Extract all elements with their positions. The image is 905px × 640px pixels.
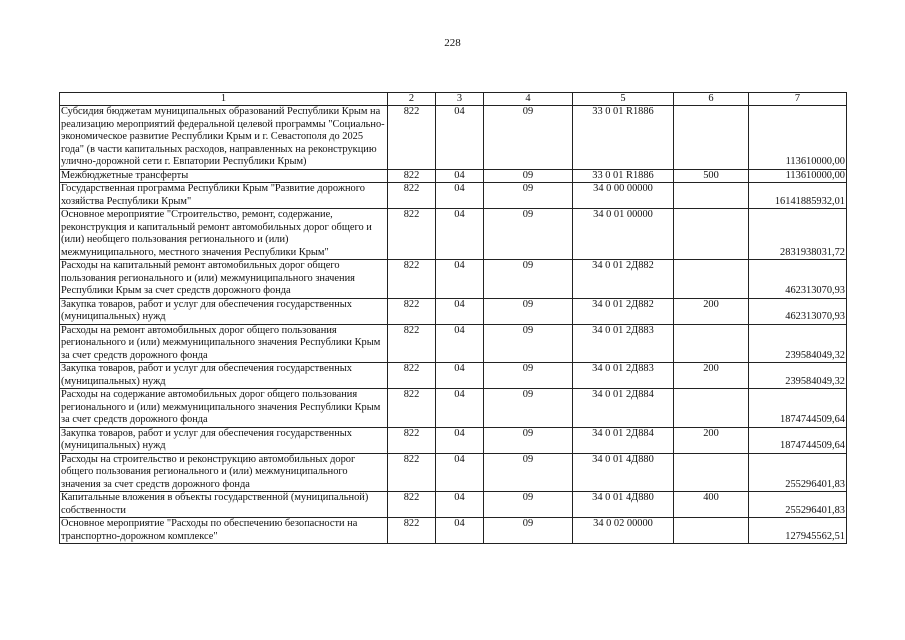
table-row [60, 389, 847, 428]
header-cell: 4 [484, 93, 573, 106]
amount: 16141885932,01 [749, 183, 847, 209]
table-row [60, 298, 847, 324]
section-code: 04 [436, 209, 484, 260]
subsection-code: 09 [484, 453, 573, 492]
expense-type [674, 324, 749, 363]
expense-type: 400 [674, 492, 749, 518]
expense-name: Межбюджетные трансферты [60, 169, 388, 183]
target-article: 34 0 01 4Д880 [573, 492, 674, 518]
expense-name: Субсидия бюджетам муниципальных образований Республики Крым на реализацию мероприятий федеральной целевой программы "Социально-экономическое развитие Республики Крым и г. Севастополя до 2025 года" (в части капитальных расходов, направленных на реконструкцию улично-дорожной сети г. Евпатории Республики Крым) [60, 106, 388, 170]
subsection-code: 09 [484, 389, 573, 428]
expense-type [674, 453, 749, 492]
target-article: 34 0 01 2Д882 [573, 260, 674, 299]
table-row [60, 518, 847, 544]
section-code: 04 [436, 518, 484, 544]
amount: 462313070,93 [749, 298, 847, 324]
table-row [60, 324, 847, 363]
section-code: 04 [436, 492, 484, 518]
expense-type: 500 [674, 169, 749, 183]
ministry-code: 822 [388, 427, 436, 453]
ministry-code: 822 [388, 324, 436, 363]
table-header-row [60, 93, 847, 106]
table-row [60, 183, 847, 209]
table-row [60, 106, 847, 170]
subsection-code: 09 [484, 298, 573, 324]
ministry-code: 822 [388, 183, 436, 209]
expense-type [674, 106, 749, 170]
ministry-code: 822 [388, 453, 436, 492]
ministry-code: 822 [388, 363, 436, 389]
expense-name: Расходы на ремонт автомобильных дорог общего пользования регионального и (или) межмуниципального значения Республики Крым за счет средств дорожного фонда [60, 324, 388, 363]
table-row [60, 209, 847, 260]
table-row [60, 363, 847, 389]
subsection-code: 09 [484, 427, 573, 453]
amount: 255296401,83 [749, 453, 847, 492]
ministry-code: 822 [388, 106, 436, 170]
expense-name: Основное мероприятие "Расходы по обеспечению безопасности на транспортно-дорожном комплексе" [60, 518, 388, 544]
section-code: 04 [436, 453, 484, 492]
section-code: 04 [436, 324, 484, 363]
target-article: 34 0 01 2Д884 [573, 389, 674, 428]
expense-name: Закупка товаров, работ и услуг для обеспечения государственных (муниципальных) нужд [60, 363, 388, 389]
amount: 113610000,00 [749, 169, 847, 183]
ministry-code: 822 [388, 518, 436, 544]
subsection-code: 09 [484, 324, 573, 363]
table-row [60, 492, 847, 518]
page-number: 228 [444, 37, 461, 49]
budget-table [59, 92, 847, 544]
section-code: 04 [436, 183, 484, 209]
header-cell: 2 [388, 93, 436, 106]
expense-type [674, 209, 749, 260]
table-row [60, 453, 847, 492]
expense-type: 200 [674, 427, 749, 453]
amount: 127945562,51 [749, 518, 847, 544]
target-article: 34 0 02 00000 [573, 518, 674, 544]
header-cell: 7 [749, 93, 847, 106]
table-row [60, 169, 847, 183]
amount: 2831938031,72 [749, 209, 847, 260]
expense-name: Основное мероприятие "Строительство, ремонт, содержание, реконструкция и капитальный ремонт автомобильных дорог общего и (или) необщего пользования регионального и (или) межмуниципального, местного значения Республики Крым" [60, 209, 388, 260]
expense-type [674, 389, 749, 428]
section-code: 04 [436, 169, 484, 183]
section-code: 04 [436, 389, 484, 428]
amount: 1874744509,64 [749, 389, 847, 428]
ministry-code: 822 [388, 492, 436, 518]
expense-name: Закупка товаров, работ и услуг для обеспечения государственных (муниципальных) нужд [60, 298, 388, 324]
amount: 113610000,00 [749, 106, 847, 170]
subsection-code: 09 [484, 492, 573, 518]
ministry-code: 822 [388, 209, 436, 260]
table-row [60, 427, 847, 453]
header-cell: 3 [436, 93, 484, 106]
expense-name: Государственная программа Республики Крым "Развитие дорожного хозяйства Республики Крым" [60, 183, 388, 209]
header-cell: 1 [60, 93, 388, 106]
target-article: 34 0 01 2Д883 [573, 324, 674, 363]
target-article: 33 0 01 R1886 [573, 169, 674, 183]
expense-name: Расходы на содержание автомобильных дорог общего пользования регионального и (или) межмуниципального значения Республики Крым за счет средств дорожного фонда [60, 389, 388, 428]
subsection-code: 09 [484, 209, 573, 260]
expense-type [674, 518, 749, 544]
header-cell: 5 [573, 93, 674, 106]
section-code: 04 [436, 298, 484, 324]
header-cell: 6 [674, 93, 749, 106]
subsection-code: 09 [484, 260, 573, 299]
expense-type [674, 260, 749, 299]
target-article: 34 0 00 00000 [573, 183, 674, 209]
section-code: 04 [436, 427, 484, 453]
target-article: 34 0 01 2Д884 [573, 427, 674, 453]
amount: 255296401,83 [749, 492, 847, 518]
target-article: 34 0 01 2Д882 [573, 298, 674, 324]
expense-name: Расходы на строительство и реконструкцию автомобильных дорог общего пользования регионального и (или) межмуниципального значения за счет средств дорожного фонда [60, 453, 388, 492]
target-article: 34 0 01 2Д883 [573, 363, 674, 389]
ministry-code: 822 [388, 298, 436, 324]
target-article: 33 0 01 R1886 [573, 106, 674, 170]
expense-type [674, 183, 749, 209]
expense-name: Капитальные вложения в объекты государственной (муниципальной) собственности [60, 492, 388, 518]
subsection-code: 09 [484, 518, 573, 544]
expense-type: 200 [674, 298, 749, 324]
expense-name: Расходы на капитальный ремонт автомобильных дорог общего пользования регионального и (или) межмуниципального значения Республики Крым за счет средств дорожного фонда [60, 260, 388, 299]
target-article: 34 0 01 4Д880 [573, 453, 674, 492]
ministry-code: 822 [388, 169, 436, 183]
table-row [60, 260, 847, 299]
subsection-code: 09 [484, 169, 573, 183]
section-code: 04 [436, 363, 484, 389]
amount: 1874744509,64 [749, 427, 847, 453]
subsection-code: 09 [484, 106, 573, 170]
expense-name: Закупка товаров, работ и услуг для обеспечения государственных (муниципальных) нужд [60, 427, 388, 453]
subsection-code: 09 [484, 183, 573, 209]
ministry-code: 822 [388, 389, 436, 428]
target-article: 34 0 01 00000 [573, 209, 674, 260]
amount: 239584049,32 [749, 324, 847, 363]
ministry-code: 822 [388, 260, 436, 299]
section-code: 04 [436, 260, 484, 299]
subsection-code: 09 [484, 363, 573, 389]
expense-type: 200 [674, 363, 749, 389]
amount: 239584049,32 [749, 363, 847, 389]
amount: 462313070,93 [749, 260, 847, 299]
section-code: 04 [436, 106, 484, 170]
